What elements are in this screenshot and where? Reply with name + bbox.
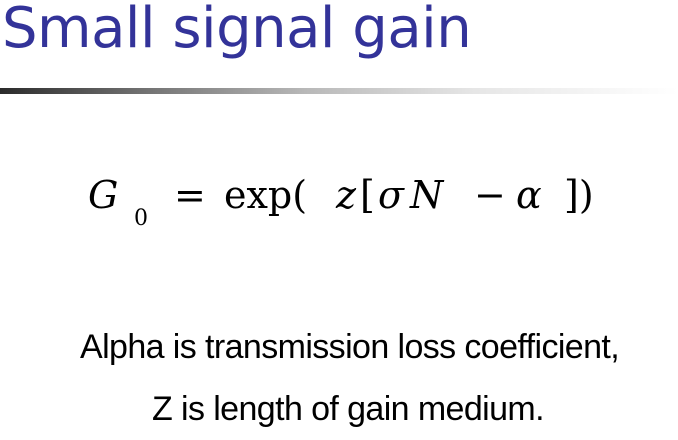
equation-alpha-loss: α (516, 173, 542, 217)
slide-title: Small signal gain (2, 0, 472, 61)
equation-length-variable: z (336, 173, 357, 217)
gain-equation (88, 168, 628, 238)
equation-close-brackets: ]) (564, 173, 594, 217)
equation-gain-subscript: 0 (134, 206, 148, 231)
equation-exp-function: exp( (224, 173, 308, 217)
equation-sigma-cross-section: σ (378, 173, 404, 217)
equation-minus: − (474, 173, 506, 217)
equation-open-bracket: [ (360, 173, 375, 217)
equation-gain-symbol: G (88, 173, 119, 217)
z-description: Z is length of gain medium. (152, 390, 544, 428)
title-underline-rule (0, 88, 678, 94)
equation-equals: = (174, 173, 206, 217)
alpha-description: Alpha is transmission loss coefficient, (80, 328, 620, 366)
equation-population-variable: N (410, 173, 444, 217)
